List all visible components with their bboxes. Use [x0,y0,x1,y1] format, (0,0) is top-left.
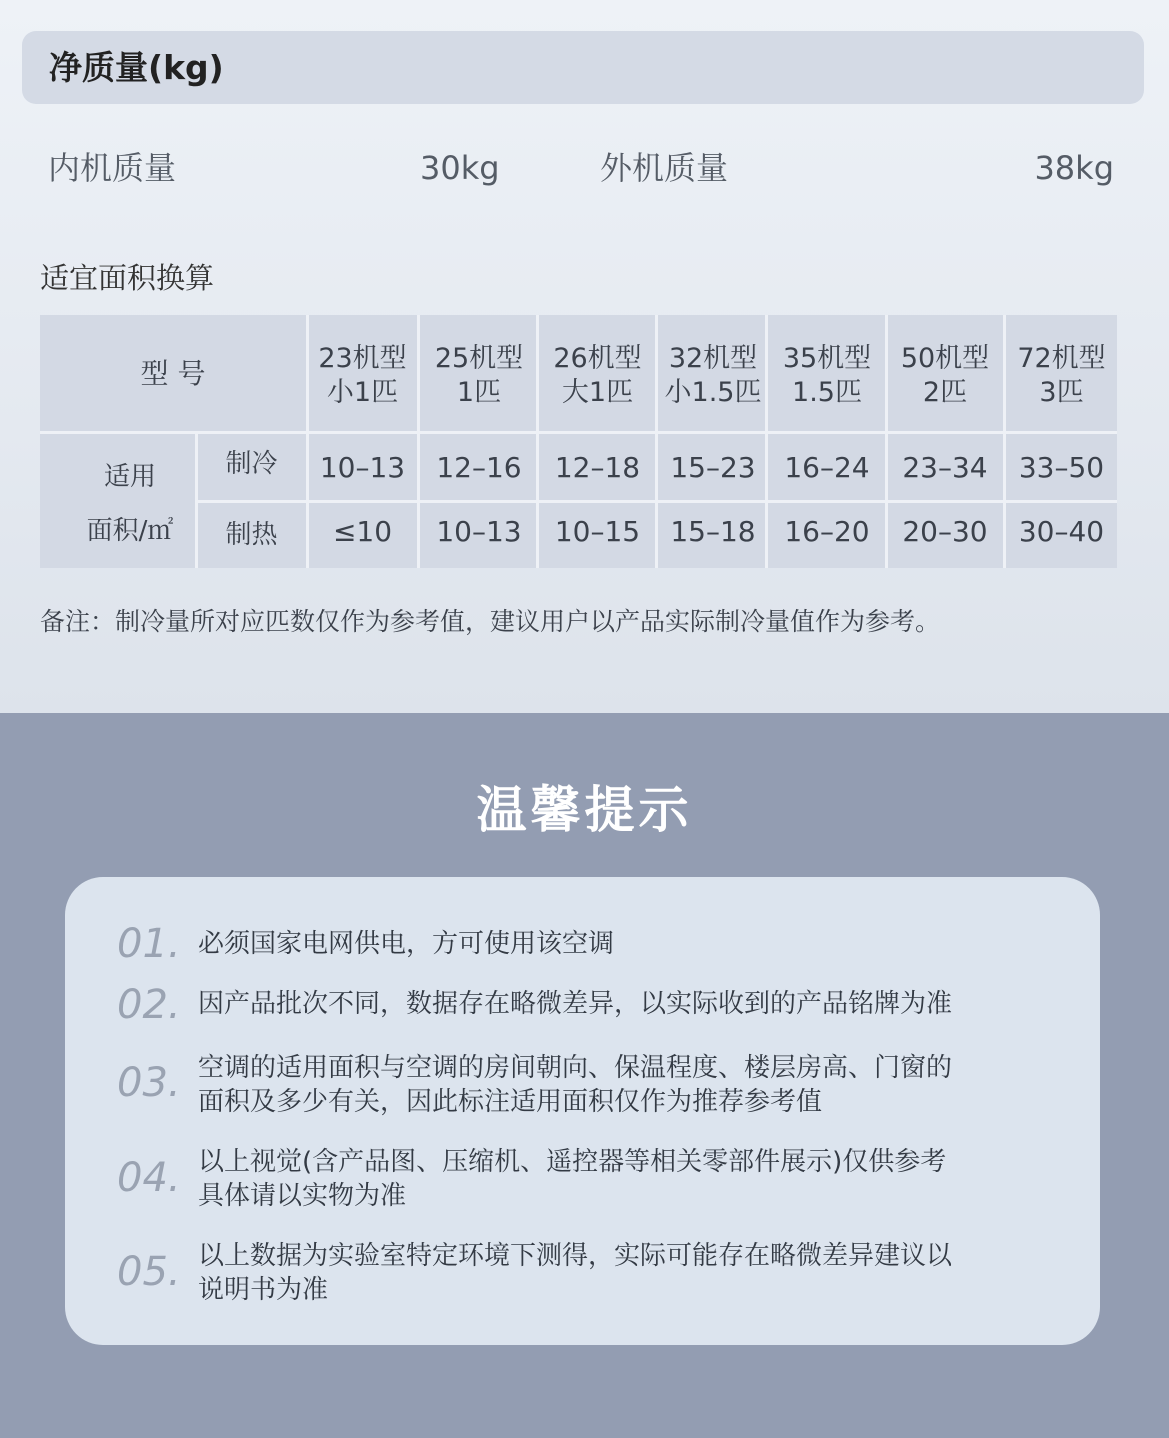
tip-text [198,1145,1058,1213]
table-divider [1003,315,1006,568]
tip-number: 04. [117,1155,181,1201]
table-divider [536,315,539,568]
inner-weight-value: 30kg [420,149,500,187]
heating-value: 20–30 [902,515,988,548]
model-name: 35机型 [782,343,872,374]
model-hp: 小1匹 [326,377,399,408]
model-col-4 [658,342,768,410]
cooling-value: 16–24 [784,451,870,484]
table-divider [195,500,1117,503]
cooling-value: 15–23 [670,451,756,484]
model-col-1 [309,342,416,410]
model-col-2 [420,342,538,410]
model-header: 型 号 [140,357,206,390]
table-divider [417,315,420,568]
tip-text: 因产品批次不同，数据存在略微差异，以实际收到的产品铭牌为准 [198,989,953,1019]
specs-section [0,0,1169,713]
tip-text [198,1051,1058,1119]
model-name: 32机型 [668,343,758,374]
heating-value: 10–15 [554,515,641,548]
tip-text: 必须国家电网供电，方可使用该空调 [198,929,615,959]
cooling-value: 12–16 [436,451,522,484]
area-table [40,315,1117,568]
model-col-7 [1006,342,1117,410]
model-name: 25机型 [434,343,524,374]
cooling-label: 制冷 [225,449,278,479]
tip-line: 说明书为准 [198,1275,329,1305]
tips-card [65,877,1100,1345]
tip-number: 05. [117,1249,181,1295]
model-name: 72机型 [1017,343,1106,374]
model-hp: 2匹 [922,377,968,408]
tip-text [198,1239,1058,1307]
area-title: 适宜面积换算 [40,261,215,295]
model-col-6 [888,342,1002,410]
area-note: 备注：制冷量所对应匹数仅作为参考值，建议用户以产品实际制冷量值作为参考。 [40,607,941,636]
tip-line: 以上视觉(含产品图、压缩机、遥控器等相关零部件展示)仅供参考 [198,1147,947,1177]
model-hp: 3匹 [1039,377,1084,408]
model-hp: 小1.5匹 [664,377,762,408]
area-label-1: 适用 [103,462,156,492]
tip-line: 以上数据为实验室特定环境下测得，实际可能存在略微差异建议以 [198,1241,953,1271]
model-hp: 大1匹 [561,377,634,408]
tip-line: 具体请以实物为准 [198,1181,407,1211]
tip-number: 03. [117,1060,181,1106]
model-col-5 [768,342,886,410]
cooling-value: 12–18 [554,451,641,484]
heating-value: 16–20 [784,515,870,548]
outer-weight-label: 外机质量 [600,149,729,187]
model-hp: 1.5匹 [792,377,862,408]
table-divider [40,431,1117,434]
cooling-value: 33–50 [1018,451,1105,484]
model-name: 50机型 [900,343,990,374]
net-weight-header [22,31,1144,104]
heating-label: 制热 [225,520,278,550]
model-hp: 1匹 [456,377,502,408]
tip-number: 01. [117,921,181,967]
tip-number: 02. [117,982,181,1028]
table-divider [655,315,658,568]
table-divider [765,315,768,568]
heating-value: 30–40 [1018,515,1105,548]
heating-value: ≤10 [332,515,393,548]
net-weight-title: 净质量(kg) [49,48,224,87]
tips-title: 温馨提示 [476,781,693,839]
model-name: 26机型 [553,343,642,374]
heating-value: 10–13 [436,515,522,548]
tip-line: 空调的适用面积与空调的房间朝向、保温程度、楼层房高、门窗的 [198,1053,953,1083]
cooling-value: 23–34 [902,451,988,484]
area-label-2: 面积/㎡ [86,516,174,546]
inner-weight-label: 内机质量 [48,149,177,187]
tip-line: 面积及多少有关，因此标注适用面积仅作为推荐参考值 [198,1087,823,1117]
table-divider [885,315,888,568]
model-name: 23机型 [318,343,407,374]
heating-value: 15–18 [670,515,756,548]
cooling-value: 10–13 [319,451,406,484]
model-col-3 [539,342,656,410]
table-divider [306,315,309,568]
outer-weight-value: 38kg [1034,149,1114,187]
